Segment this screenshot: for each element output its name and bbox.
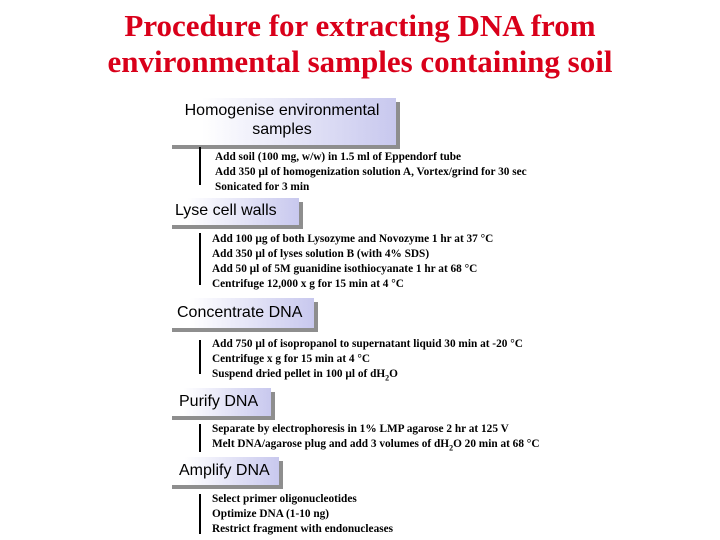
step-details-amplify (212, 492, 393, 537)
step-details-lyse (212, 232, 493, 292)
step-bracket (199, 340, 201, 374)
step-bracket (199, 494, 201, 534)
step-bracket (199, 424, 201, 452)
step-details-concentrate (212, 337, 523, 382)
step-box-purify (168, 388, 271, 416)
page-title (0, 8, 720, 80)
detail-line: Melt DNA/agarose plug and add 3 volumes of $dH_2O$ 20 min at 68 °C (212, 438, 540, 453)
step-label-line-1: Homogenise environmental (184, 102, 380, 119)
step-details-purify (212, 422, 539, 452)
step-box-amplify (168, 457, 279, 485)
step-label: Lyse cell walls (175, 202, 277, 219)
detail-line: Suspend dried pellet in 100 µl of $dH_2O$ (212, 368, 398, 383)
detail-line: Add 750 µl of isopropanol to supernatant liquid 30 min at -20 °C (212, 338, 523, 350)
detail-line: Optimize DNA (1-10 ng) (212, 508, 330, 520)
detail-line: Add soil (100 mg, w/w) in 1.5 ml of Eppendorf tube (215, 151, 462, 163)
step-label: Purify DNA (179, 393, 259, 410)
step-bracket (199, 147, 201, 185)
title-line-2: environmental samples containing soil (107, 44, 613, 79)
step-label-line-2: samples (252, 121, 312, 138)
detail-line: Add 50 µl of 5M guanidine isothiocyanate 1 hr at 68 °C (212, 263, 478, 275)
detail-line: Add 100 µg of both Lysozyme and Novozyme 1 hr at 37 °C (212, 233, 494, 245)
step-box-homogenise (168, 98, 396, 145)
detail-line: Sonicated for 3 min (215, 181, 310, 193)
detail-line: Add 350 µl of homogenization solution A, Vortex/grind for 30 sec (215, 166, 527, 178)
detail-line: Centrifuge 12,000 x g for 15 min at 4 °C (212, 278, 404, 290)
detail-line: Separate by electrophoresis in 1% LMP agarose 2 hr at 125 V (212, 423, 509, 435)
detail-line: Add 350 µl of lyses solution B (with 4% SDS) (212, 248, 430, 260)
detail-line: Select primer oligonucleotides (212, 493, 357, 505)
detail-line: Restrict fragment with endonucleases (212, 523, 394, 535)
step-box-lyse (168, 198, 299, 225)
step-box-concentrate (168, 298, 314, 328)
detail-line: Centrifuge x g for 15 min at 4 °C (212, 353, 371, 365)
step-label: Concentrate DNA (177, 304, 303, 321)
step-details-homogenise (215, 150, 527, 195)
title-line-1: Procedure for extracting DNA from (124, 8, 596, 43)
step-bracket (199, 233, 201, 285)
step-label: Amplify DNA (179, 462, 270, 479)
